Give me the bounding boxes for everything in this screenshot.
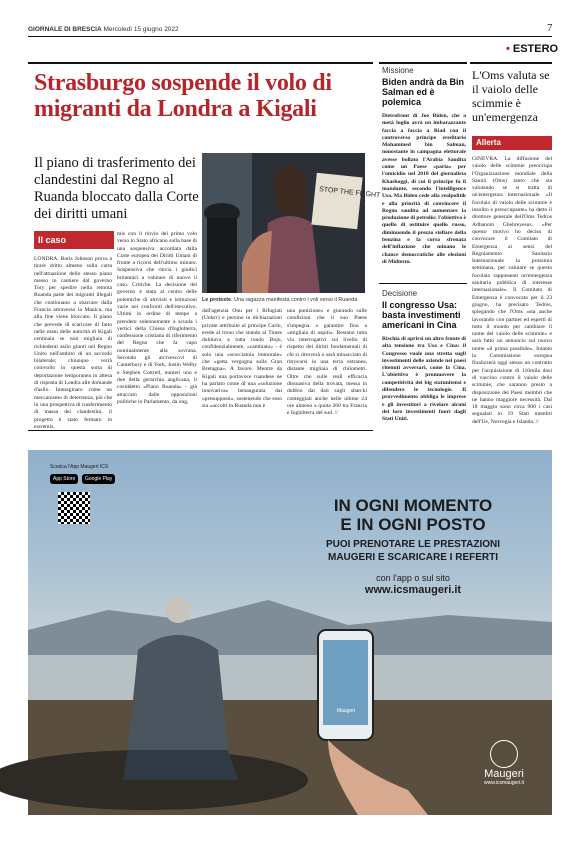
maugeri-brand: Maugeri <box>484 768 524 780</box>
ad-headline <box>288 496 538 597</box>
sidebar-c-body: GINEVRA. La diffusione del vaiolo delle scimmie preoccupa l'Organizzazione mondiale della Sanità (Oms) tanto che sta valutando se si tratta di un'emergenza internazionale. «Il focolaio di vaiolo delle scimmie è insolito e preoccupante» ha detto il direttore generale dell'Oms Tedros Adhanom Ghebreyesus. «Per questo motivo ho deciso di convocare il Comitato di Emergenza ai sensi del Regolamento Sanitario Internazionale la prossima settimana, per valutare se questo focolaio rappresenti un'emergenza sanitaria pubblica di interesse internazionale». Il Comitato di Emergenza è convocato per il 23 giugno, ha precisato Tedros, spiegando che l'Oms «sta anche lavorando con partner ed esperti di tutto il mondo per cambiare il nome del vaiolo delle scimmie» e sarà fatto un annuncio sul nuovo nome «il prima possibile». Intanto la Commissione europea finalizzerà oggi stesso un contratto per l'acquisizione di 110mila dosi di vaccino contro il vaiolo delle scimmie, che saranno presto a disposizione dei Paesi membri che ne hanno maggiore necessità. Dal 18 maggio sono circa 900 i casi segnalati in 19 Stati membri dell'Ue, Norvegia e Islanda. // <box>472 156 552 425</box>
ad-scan-label: Scarica l'App Maugeri ICS <box>50 464 109 470</box>
section-label: • ESTERO <box>506 43 558 55</box>
maugeri-brand-url[interactable]: www.icsmaugeri.it <box>483 780 524 786</box>
sidebar-c-rule <box>470 62 552 64</box>
article-column-2: mis con il rinvio del primo volo verso lo Stato africano sulla base di una sospensiva accordata dalla Corte europea dei Diritti Umani di fronte a ricorsi dell'ultimo minuto. Sospensiva che rinvia i giudici britannici a valutare di nuovo il caso. Critiche. La decisione del governo è stata al centro delle polemiche di attivisti e istituzioni varie nei confronti dell'esecutivo. Ultimi in ordine di tempo a prendere solennemente a scuola i vertici della Chiesa d'Inghilterra, confessione cristiana di riferimento del Regno che fa capo nominalmente alla sovrana. Secondo gli arcivescovi di Canterbury e di York, Justin Welby e Stephen Cottrell, numeri uno e due della gerarchia anglicana, il cosiddetto «Piano Ruanda» - già attaccato dalle opposizioni politiche in Parlamento, da ong, <box>117 231 197 405</box>
photo-caption-text: Una ragazza manifesta contro i voli verso il Ruanda <box>234 297 358 303</box>
sidebar-a-headline: Biden andrà da Bin Salman ed è polemica <box>382 77 465 107</box>
masthead <box>28 26 179 33</box>
sidebar-b-kicker: Decisione <box>382 289 418 298</box>
maugeri-logo <box>474 740 534 786</box>
ad-line-5: con l'app o sul sito <box>376 573 450 583</box>
article-kicker: Il caso <box>34 231 114 249</box>
main-headline: Strasburgo sospende il volo di migranti da Londra a Kigali <box>34 70 332 122</box>
article-column-3: dall'agenzia Onu per i Rifugiati (Unhcr) e persino in dichiarazioni private attribuite al principe Carlo, erede al trono che stando al Times dubitava a tutta tondo Bojo, confidenzialmente, «cambiato» - è solo una «scorciatoia immorale» che «getta vergogna sulla Gran Bretagna». A favore. Mentre da Kigali una portavoce ruandese ne ha parlato come di una «soluzione innovativa» benaugurata dai «presupposti», sostenendo che esso sia «accolti in Ruanda non è <box>202 308 282 409</box>
sidebar-a-rule <box>379 62 467 64</box>
sidebar-c-headline: L'Oms valuta se il vaiolo delle scimmie è un'emergenza <box>472 68 550 124</box>
article-column-4: una punizione» e giurando sulle condizioni che il suo Paese s'impegna a garantire fino a «migliaia di ospiti». Restano tutta via interrogativi sul livello di rispetto dei diritti fondamentali di chi si ritroverà o sarà minacciato di ritrovarsi in una terra estranea, distante migliaia di chilometri. Oltre che sulle reali efficacia dissuasiva della trovata, messa in dubbio dai dati sugli sbarchi conteggiati anche nelle ultime 24 ore almeno a quota 260 tra Francia e Inghilterra del sud. // <box>287 308 367 417</box>
ad-line-4: MAUGERI E SCARICARE I REFERTI <box>327 552 498 563</box>
sidebar-a-body: Dietrofront di Joe Biden, che a metà luglio avrà un imbarazzante faccia a faccia a Riad con il controverso principe ereditario Mohammed bin Salman, nonostante in campagna elettorale avesse bollato l'Arabia Saudita come un Paese «paria» per l'omicidio nel 2018 del giornalista Khashoggi, di cui il principe fu il mandante, secondo l'intelligence Usa. Ma Biden cede alla realpolitik e alla priorità di convincere il Regno saudita ad aumentare la produzione di petrolio: l'obiettivo è quello di ostituire quello russo, diminuendo il prezzo stellare della benzina e la corsa sfrenata dell'inflazione che minano le chance democratiche alle elezioni di Midterm. <box>382 113 467 265</box>
sidebar-b <box>382 289 466 426</box>
protest-sign-text: STOP THE FLIGHT <box>318 186 381 200</box>
article-column-1: LONDRA. Boris Johnson prova a tirare dritto almeno sulla carta nell'attuazione dello stesso piano messo in cantiere dal governo Tory per spedire nella remota Ruanda parte dei migranti illegali che continuano a sbarcare dalla Francia attraverso la Manica, ma alla fine viene bloccato. Il piano che prevede di scaricare di fatto nelle mani delle autorità di Kigali centinaia se non migliaia di richiedenti asilo giunti nel Regno Unito nell'ambito di un accordo bilaterale; chiunque verrà coinvolto in questa sorta di deportazione temporanea in attesa di risposta di Londra alle domande d'asilo. Immaginato come un meccanismo di deterrenza, più che in una prospettiva di trasferimento di massa dei clandestini, il progetto è stato fermato in extremis. <box>34 256 112 430</box>
page-number: 7 <box>547 22 553 34</box>
ad-line-1: IN OGNI MOMENTO <box>333 496 493 515</box>
article-bottom-rule <box>28 430 373 431</box>
sidebar-c-kicker: Allerta <box>472 136 552 150</box>
photo-caption-label: Le proteste. <box>202 297 233 303</box>
protest-photo <box>202 153 381 293</box>
ad-line-3: PUOI PRENOTARE LE PRESTAZIONI <box>325 539 501 550</box>
issue-date: Mercoledì 15 giugno 2022 <box>103 26 179 33</box>
ad-url[interactable]: www.icsmaugeri.it <box>364 584 462 596</box>
sidebar-b-body: Rischia di aprirsi un altro fronte di alta tensione tra Usa e Cina: il Congresso vuole una stretta sugli investimenti delle aziende nei paesi ritenuti avversari, come la Cina. L'obiettivo è promuovere la competitività dei big statunitensi e difendere le tecnologie. Il provvedimento obbliga le imprese e gli investitori a rivelare alcuni dei loro investimenti fuori dagli Stati Uniti. <box>382 336 466 423</box>
paper-name: GIORNALE DI BRESCIA <box>28 26 102 33</box>
sidebar-a <box>382 66 466 288</box>
app-store-badge[interactable]: App Store <box>50 474 78 484</box>
main-subhead: Il piano di trasferimento dei clandestini dal Regno al Ruanda bloccato dalla Corte dei diritti umani <box>34 155 199 222</box>
article-top-rule <box>28 62 373 64</box>
sidebar-b-headline: Il congresso Usa: basta investimenti americani in Cina <box>382 300 461 330</box>
phone-screen-brand: Maugeri <box>336 708 356 714</box>
ad-line-2: E IN OGNI POSTO <box>340 515 486 534</box>
maugeri-lotus-icon <box>490 740 518 768</box>
header-rule <box>28 36 552 37</box>
sidebar-a-kicker: Missione <box>382 66 414 75</box>
google-play-badge[interactable]: Google Play <box>82 474 115 484</box>
protest-illustration <box>202 153 381 293</box>
maugeri-advertisement[interactable] <box>28 450 552 815</box>
sidebar-b-rule <box>379 283 467 284</box>
photo-caption <box>202 297 372 303</box>
qr-code[interactable] <box>58 492 90 524</box>
